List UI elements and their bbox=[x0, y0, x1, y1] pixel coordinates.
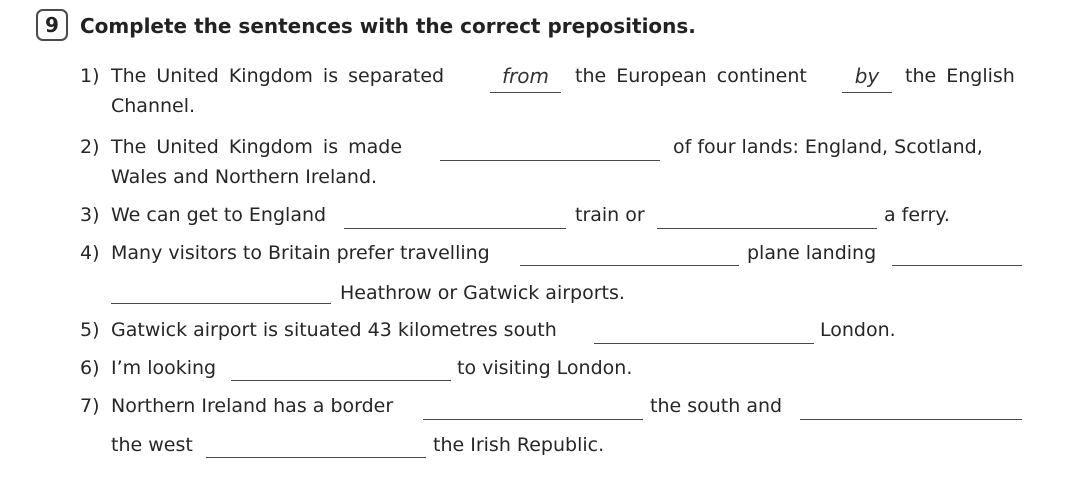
sentence-text: Northern Ireland has a border bbox=[111, 395, 394, 417]
sentence-number: 2) bbox=[80, 136, 100, 158]
answer-blank[interactable] bbox=[490, 92, 561, 93]
sentence-number: 1) bbox=[80, 65, 100, 87]
answer-blank[interactable] bbox=[657, 228, 877, 229]
answer-blank[interactable] bbox=[423, 419, 643, 420]
handwritten-answer: from bbox=[502, 64, 549, 88]
answer-blank[interactable] bbox=[594, 343, 814, 344]
answer-blank[interactable] bbox=[800, 419, 1022, 420]
sentence-text: Many visitors to Britain prefer travelling bbox=[111, 242, 490, 264]
exercise-title: Complete the sentences with the correct prepositions. bbox=[80, 14, 696, 38]
sentence-text: the Irish Republic. bbox=[433, 434, 605, 456]
answer-blank[interactable] bbox=[440, 160, 660, 161]
sentence-text: the west bbox=[111, 434, 193, 456]
answer-blank[interactable] bbox=[111, 303, 331, 304]
exercise-number-badge: 9 bbox=[36, 9, 68, 41]
sentence-text: the European continent bbox=[575, 65, 807, 87]
sentence-text: The United Kingdom is separated bbox=[111, 65, 445, 87]
sentence-text: the English bbox=[905, 65, 1015, 87]
answer-blank[interactable] bbox=[520, 265, 739, 266]
answer-blank[interactable] bbox=[842, 92, 892, 93]
sentence-number: 5) bbox=[80, 319, 100, 341]
sentence-text: London. bbox=[820, 319, 896, 341]
sentence-text: Gatwick airport is situated 43 kilometres south bbox=[111, 319, 557, 341]
sentence-text: Channel. bbox=[111, 95, 196, 117]
answer-blank[interactable] bbox=[344, 228, 566, 229]
sentence-text: We can get to England bbox=[111, 204, 327, 226]
answer-blank[interactable] bbox=[892, 265, 1022, 266]
sentence-text: train or bbox=[575, 204, 645, 226]
sentence-number: 4) bbox=[80, 242, 100, 264]
answer-blank[interactable] bbox=[231, 380, 451, 381]
sentence-text: the south and bbox=[650, 395, 783, 417]
sentence-number: 7) bbox=[80, 395, 100, 417]
sentence-text: plane landing bbox=[747, 242, 877, 264]
sentence-text: The United Kingdom is made bbox=[111, 136, 403, 158]
handwritten-answer: by bbox=[854, 64, 880, 88]
sentence-number: 6) bbox=[80, 357, 100, 379]
sentence-text: I’m looking bbox=[111, 357, 217, 379]
sentence-text: a ferry. bbox=[884, 204, 950, 226]
sentence-text: Heathrow or Gatwick airports. bbox=[340, 282, 625, 304]
sentence-text: Wales and Northern Ireland. bbox=[111, 166, 378, 188]
answer-blank[interactable] bbox=[206, 457, 426, 458]
sentence-text: of four lands: England, Scotland, bbox=[673, 136, 983, 158]
sentence-number: 3) bbox=[80, 204, 100, 226]
sentence-text: to visiting London. bbox=[457, 357, 633, 379]
